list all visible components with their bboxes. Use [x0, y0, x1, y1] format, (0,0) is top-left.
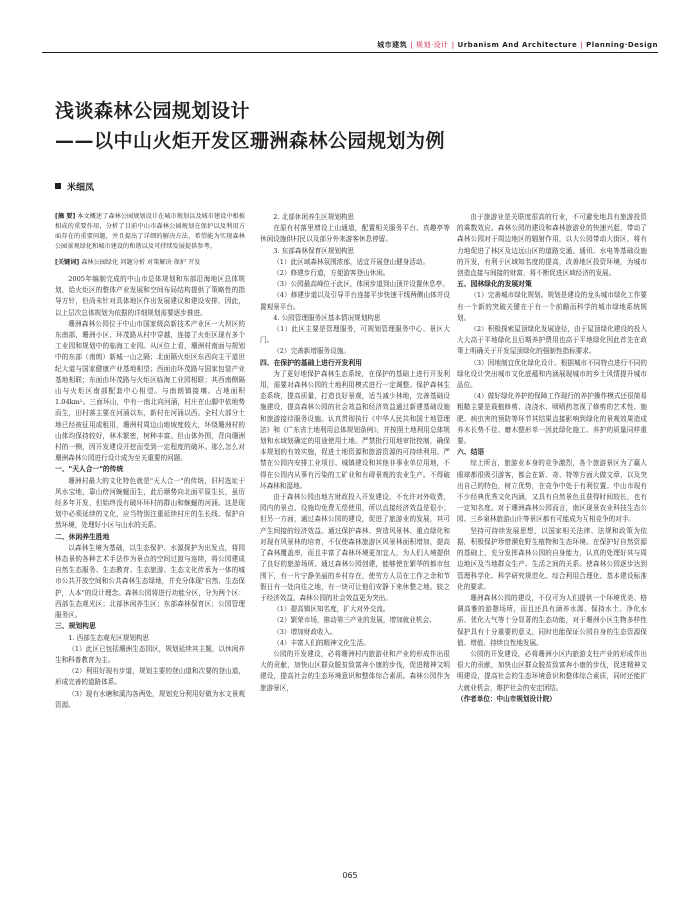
section-heading: 四、在保护的基础上进行开发利用 [260, 358, 362, 367]
paragraph: 1. 西部生态观光区规划构思 [68, 633, 150, 642]
paragraph: 坚持可持续发展思想，以国家相关法律、法规和政策为依据，积极保护珍惜濒危野生植物和生态环境。在保护好自然资源的基础上，充分发挥森林公园的自身能力，认真的处理好其与周边地区及当地群众生产、生活之间的关系。使森林公园逐步达到管理科学化、科学研究规范化、综合利用合理化、基本建设标准化的要求。 [457, 526, 647, 591]
abstract-label: [摘 要] [55, 213, 76, 220]
paragraph: 珊洲森林公园位于中山市国家级高新技术产业区一大坝区的东南部，珊洲小区、环茂路从村中穿越，连接了火炬区现有多个工业园和规划中的临海工业园。从区位上看，珊洲村南面与规划中的东部（南朗）新城一山之隔；北面隔火炬区东西向主干道世纪大道与国家健康产业基地相望；西面由环茂路与国家包装产业基地相联；东面由环茂路与火炬区临海工业园相联；其西南侧隔山与火炬区南部配套中心相望。与南朗镇接壤。占地面积1.04km²。三面环山，中有一南北向河涌，村庄在山脚中依地势而生，田村落主要在河涌以东，新村在河涌以西。全村大部分土地已经被征用或租用，珊洲村周边山地坡度较大，环绕珊洲村的山体均保持较好，林木繁密，树种丰富。但山体外围，背向珊洲村的一侧，因开发建设开挖而受到一定程度的破坏。那么怎么对珊洲森林公园进行设计成为至关重要的问题。 [55, 319, 245, 463]
page-number: 065 [342, 871, 358, 880]
paragraph: （3）公园最高峰位于此区，体闲步道到山顶并设置休息亭。 [273, 280, 449, 289]
column-3 [457, 212, 647, 705]
paragraph: （2）完善新增服务设施。 [273, 347, 350, 356]
section-heading: 二、休闲养生胜地 [55, 532, 110, 541]
paragraph: （2）利用好现有步道，规划主要的登山道和次要的登山道，形成完善的道路体系。 [55, 667, 245, 687]
author-unit: （作者单位：中山市规划设计院） [457, 694, 556, 703]
paragraph: （2）修建步行道，方便游客登山休闲。 [273, 269, 390, 278]
paragraph: 由于森林公园由地方财政投入开发建设，不允许对外收费，园内的景点、设施均免费无偿使用，所以直接经济效益是很小；但另一方面，通过森林公园的建设，促进了旅游业的发展，其可产生间接的经济效益。通过保护森林、营造风景林、重点绿化和对现有风景林的培育，不仅使森林旅游区风景林面积增加，提高了森林覆盖率，而且丰富了森林环境更加宜人，为人们人境提供了良好的旅游场所。通过森林公园创建，能够使在繁华的都市包围下，有一片宁静美丽的乡村存在，使劳方人员在工作之余和节假日有一处向往之地，有一块可让他们安静下来休整之地。较之于经济效益，森林公园的社会效益更为突出。 [260, 493, 450, 602]
paragraph: 珊洲森林公园的建设，不仅可为人们提供一个环境优美、格调高雅的游憩场所，而且还具有涵养水源、保持水土、净化水质、优化大气等十分显著的生态功能，对于珊洲小区生物多样性保护具有十分重要的意义，同时也能保证公园自身的生态资源保值、增值、持续良性地发展。 [457, 593, 647, 647]
paragraph: 公园的开发建设，必将珊洲小区内旅游支柱产业的形成作出很大的贡献，加快山区群众脱贫致富奔小康的步伐，促进精神文明建设，提高社会的生态环境意识和整体综合素质，同时还能扩大就业机会，维护社会的安定团结。 [457, 649, 647, 692]
column-2 [260, 212, 450, 694]
title-line-1: 浅谈森林公园规划设计 [55, 100, 251, 122]
author-name: 米细凤 [67, 183, 95, 193]
paragraph: 2. 北部休闲养生区规划构思 [273, 213, 355, 221]
paragraph: （2）积极探索屋顶绿化发展途径，由于屋顶绿化建设的投入大大高于平地绿化且后期养护费用也高于平地绿化因此首先在政策上明确关于开发屋顶绿化的强制性指标要求。 [457, 325, 647, 356]
keywords-text: 森林公园绿化 问题分析 对策解决 保护 开发 [81, 259, 201, 266]
paragraph: 3. 东部森林保育区规划构思 [273, 246, 355, 255]
paragraph: 综上所言，旅游业本身的竞争激烈，各个旅游景区为了赢人眼球都很吸引游客，都会在新、奇、特等方面大做文章，以及突出自己的特色，树立优势，在竞争中处于有利位置。中山市现有不少经典优秀文化内涵，又具有自然景色且获得时间较长，也有一定知名度。对于珊洲森林公园而言，南区现景农业科技生态公园、三乡泉林旅游山庄等景区都有可能成为互相竞争的对手。 [457, 459, 647, 524]
paragraph: 以森林生境为基础，以生态保护、水源探护为出发点，将园林态景的各种艺术手法作为景点的空间过渡与连续，将公园建成自然生态服务、生态教育、生态旅游、生态文化传承为一体的城市公共开放空间和公共森林生态绿地，并充分体现"自然、生态保护，人本"的设计理念。森林公园将进行功能分区，分为两个区：西部生态观光区；北部休闲养生区；东部森林保育区；公园管理服务区。 [55, 543, 245, 620]
paragraph: （4）丰富人们的精神文化生活。 [273, 638, 370, 647]
paragraph: 在原有村落里增设上山通道，配置相关服务平台、真趣亭等休闲设施供村民以及部分外来游客休息停留。 [260, 224, 450, 244]
paragraph: 4. 公园管理服务区基本情况规划构思 [273, 313, 381, 322]
section-cn-1: 城市建筑 [377, 41, 408, 49]
column-1 [55, 212, 245, 711]
paragraph: （3）现有水塘和溪沟各两处，规划充分利用好做为水文景观资源。 [55, 689, 245, 709]
paragraph: （4）修建步道以及引导平台连接平步快速干线两侧山体并设置观景平台。 [260, 291, 450, 311]
paragraph: 珊洲村最大的文化特色就是"天人合一"的传统，旧村选址于风水宝地，靠山傍河蜿蜒而生，此后顺势向北面平原生长，虽历经多年开发，但始终没有破坏环村的群山和蜿蜒的河涌。这是现划中必须延续的文化，应当特别注重延续村庄的生长线、保护自然环境，处理好小区与山水的关系。 [55, 476, 245, 530]
keywords-label: [关键词] [55, 259, 80, 266]
section-heading: 三、规划构思 [55, 622, 96, 631]
section-en-1: Urbanism And Architecture [457, 41, 578, 49]
paragraph: （1）此区主要是管理服务，可规划管理服务中心、景区大门。 [260, 325, 450, 345]
paragraph: （4）做好绿化养护的保障工作现行的养护操作模式还很简易粗糙主要是栽植修剪、浇浇水、喷喷药忽视了修剪的艺术性、施肥、病虫害的预防等环节其结果直接影响到绿化的景观效果造成养木长势不佳、磨木整形单一因此绿化施工、养护的质量同样重要。 [457, 392, 647, 446]
section-cn-2: 规划·设计 [415, 41, 449, 49]
author-line [55, 180, 94, 193]
author-square-icon [55, 183, 61, 189]
abstract [55, 212, 245, 252]
section-heading: 一、"天人合一"的传统 [55, 465, 124, 474]
abstract-text: 本文概述了森林公园规划设计在城市规划以及城市建设中根植相成的重要作用，分析了目前中山市森林公园规划在保护以及利用方面存在的重要问题，并且提出了详细的解决方法，希望能为实现森林公园景观绿化和城市建设的和谐以及可持续发展提供参考。 [55, 213, 246, 250]
paragraph: （1）提高镇区知名度，扩大对外交流。 [273, 605, 390, 614]
section-heading: 六、结语 [457, 448, 485, 457]
paragraph: （1）完善城市绿化规划。规划是建设的龙头城市绿化工作要有一个新的突破关键在于有一个前瞻而科学的城市绿地系统规划。 [457, 291, 647, 322]
paragraph: （1）此区已包括珊洲生态园区，规划延续其主题，以休闲养生和科普教育为主。 [55, 644, 245, 664]
paragraph: 公园的开发建设，必将珊洲村内旅游业和产业的形成作出很大的贡献，加快山区群众脱贫致富奔小康的步伐，促进精神文明建设，提高社会的生态环境意识和整体综合素质。森林公园作为旅游景区， [260, 649, 450, 692]
paragraph: 由于旅游业是关联度很高的行业，不可避免地具有旅游投资的乘数效应。森林公园的建设和森林旅游业的快速兴起，带动了森林公园对于周边地区的辐射作用，以大公园带动大街区，将有力地促进了林区及边远山区的道路交通、通讯、水电等基础设施的开发，有利于区域知名度的提高，改善地区投资环境，为城市创造直接与间接的财富，将不断促进区域经济的发展。 [457, 213, 647, 278]
keywords [55, 258, 245, 268]
section-label: 城市建筑 | 规划·设计 | Urbanism And Architecture | Planning·Design [377, 41, 658, 49]
paragraph: （1）此区域森林氛围浓郁，适宜开展登山健身活动。 [273, 257, 430, 266]
running-header [0, 40, 700, 50]
header-rule [42, 52, 658, 53]
paragraph: （3）增加财政收入。 [273, 627, 337, 636]
paragraph: （3）因地制宜优化绿化设计。根据城市不同特点进行不同的绿化设计突出城市文化底蕴和内涵展现城市的乡土风情提升城市品位。 [457, 358, 647, 390]
paragraph: （2）繁荣市场，推动第三产业的发展，增加就业机会。 [273, 616, 436, 625]
title-line-2: ——以中山火炬开发区珊洲森林公园规划为例 [55, 130, 446, 152]
paragraph: 2005年编制完成的中山市总体规划和东部沿海地区总体规划，给火炬区的整体产业发展和空间布局结构提供了策略性的指导方针，但尚未针对具体地区作出发展建议和建设安排，因此，以上层次总体规划为依据的详细规划需要逐步推进。 [55, 275, 245, 317]
paragraph: 为了更好地保护森林生态系统，在保护的基础上进行开发利用，需要对森林公园的土地利用模式进行一定调整。保护森林生态系统，提高质量，打造良好景观，适当减少林地，完善基础设施建设，提高森林公园的社会效益和经济效益通过新建基础设施和旅游接待服务设施。认真贯彻执行《中华人民共和国土地管理法》和《广东省土地利用总体规划条例》，并按照土地利用总体规划和水域划确定的用途使用土地。严禁批行用地审批控制，确保本规划的有效实施，促进土地资源和旅游资源的可持续利用。严禁在公园内安排工业项目、城镇建设和其他非事业单位用地，不得在公园内从事有污染的工矿业和有碍景观的农业生产。不得破坏森林和湿地。 [260, 369, 450, 490]
section-en-2: Planning·Design [586, 41, 658, 49]
section-heading: 五、园林绿化的发展对策 [457, 280, 532, 289]
